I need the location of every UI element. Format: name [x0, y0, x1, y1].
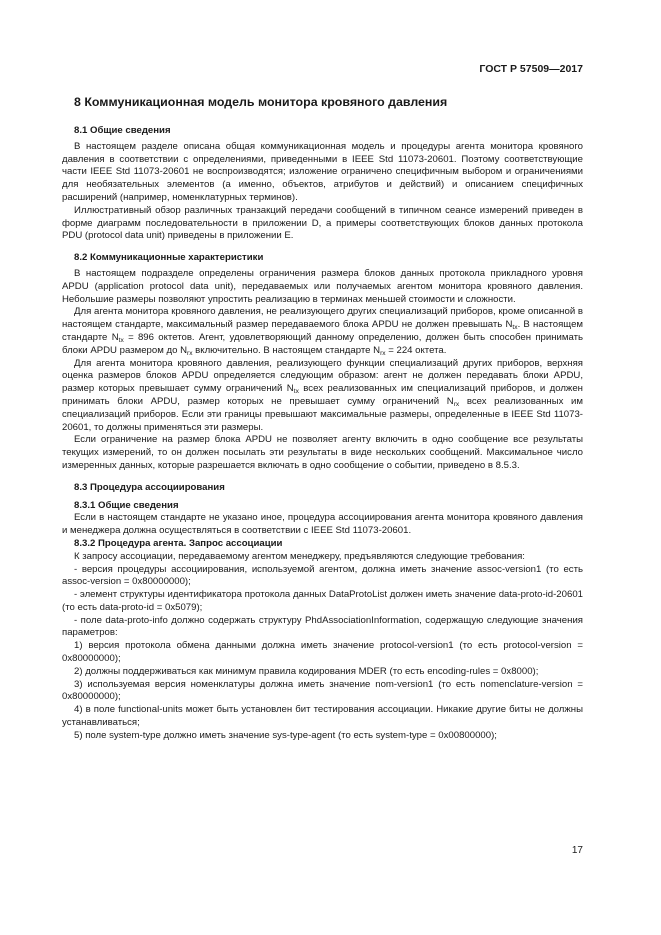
page-number: 17: [571, 845, 583, 856]
paragraph: Если ограничение на размер блока APDU не позволяет агенту включить в одно сообщение все результаты текущих измерений, то он должен посылать эти результаты в виде нескольких сообщений. Максимальное число измеренных данных, которые разрешается включать в одно сообщение о событии, приведено в 8.5.3.: [62, 434, 583, 471]
subscript: tx: [293, 388, 299, 396]
text-run: включительно. В настоящем стандарте N: [192, 344, 381, 356]
text-run: . В настоящем стандарте N: [62, 319, 583, 343]
text-run: = 896 октетов. Агент, удовлетворяющий данному определению, должен быть способен принимать блоки APDU размером до N: [62, 331, 583, 356]
list-item: - поле data-proto-info должно содержать структуру PhdAssociationInformation, содержащую следующие значения параметров:: [62, 614, 583, 639]
clause-title: 8.3.1 Общие сведения: [74, 499, 179, 511]
list-item: - версия процедуры ассоциирования, используемой агентом, должна иметь значение assoc-version1 (то есть assoc-version = 0x80000000);: [62, 563, 583, 588]
list-item: 1) версия протокола обмена данными должна иметь значение protocol-version1 (то есть protocol-version = 0x80000000);: [62, 640, 583, 665]
clause-title: 8.3.2 Процедура агента. Запрос ассоциации: [74, 537, 283, 549]
section-title: 8 Коммуникационная модель монитора кровяного давления: [74, 95, 448, 109]
list-item: 3) используемая версия номенклатуры должна иметь значение nom-version1 (то есть nomenclature-version = 0x80000000);: [62, 678, 583, 703]
paragraph: В настоящем разделе описана общая коммуникационная модель и процедуры агента монитора кровяного давления в соответствии с определениями, приведенными в IEEE Std 11073-20601. Поэтому соответствующие части IEEE Std 11073-20601 не воспроизводятся; изложение ограничено специфичным выбором и ограничениями для необязательных элементов (а именно, объектов, атрибутов и действий) и описанием специфичных расширений (например, номенклатурных терминов).: [62, 140, 583, 203]
paragraph: К запросу ассоциации, передаваемому агентом менеджеру, предъявляются следующие требования:: [74, 550, 525, 562]
paragraph: В настоящем подразделе определены ограничения размера блоков данных протокола прикладного уровня APDU (application protocol data unit), передаваемых или получаемых агентом монитора кровяного давления. Небольшие размеры позволяют упростить реализацию в терминах меньшей стоимости и сложности.: [62, 267, 583, 305]
subsection-title: 8.2 Коммуникационные характеристики: [74, 252, 264, 264]
list-item: 2) должны поддерживаться как минимум правила кодирования MDER (то есть encoding-rules = 0x8000);: [74, 665, 539, 677]
list-item: 4) в поле functional-units может быть установлен бит тестирования ассоциации. Никакие другие биты не должны устанавливаться;: [62, 704, 583, 729]
text-run: всех реализованных им специализаций приборов. Если эти границы превышают максимальные размеры, определенные в IEEE Std 11073-20601, то должны применяться эти размеры.: [62, 395, 583, 433]
subscript: rx: [453, 400, 460, 408]
list-item: 5) поле system-type должно иметь значение sys-type-agent (то есть system-type = 0x00800000);: [74, 729, 497, 741]
text-run: Для агента монитора кровяного давления, реализующего функции специализаций других приборов, верхняя оценка размеров блоков APDU определяется следующим образом: агент не должен передавать блоки APDU, размер которых превышает сумму ограничений N: [62, 357, 583, 395]
paragraph: [62, 358, 583, 435]
page-content: [62, 95, 583, 743]
paragraph: [62, 306, 583, 357]
paragraph: Иллюстративный обзор различных транзакций передачи сообщений в типичном сеансе измерений приведен в форме диаграмм последовательности в приложении D, а примеры соответствующих блоков данных протокола PDU (protocol data unit) приведены в приложении E.: [62, 204, 583, 242]
subsection-title: 8.1 Общие сведения: [74, 125, 171, 136]
text-run: всех реализованных им специализаций приборов, и должен принимать блоки APDU, размер которых не превышает сумму ограничений N: [62, 383, 583, 407]
subscript: rx: [187, 349, 193, 357]
document-code: ГОСТ Р 57509—2017: [479, 63, 583, 75]
subsection-title: 8.3 Процедура ассоциирования: [74, 481, 225, 493]
text-run: Для агента монитора кровяного давления, не реализующего других специализаций приборов, кроме описанной в настоящем стандарте, максимальный размер передаваемого блока APDU не должен превышать N: [62, 306, 583, 331]
subscript: tx: [512, 324, 518, 332]
list-item: - элемент структуры идентификатора протокола данных DataProtoList должен иметь значение data-proto-id-20601 (то есть data-proto-id = 0x5079);: [62, 589, 583, 613]
subscript: rx: [380, 349, 386, 357]
text-run: = 224 октета.: [385, 344, 447, 356]
subscript: tx: [118, 336, 124, 344]
paragraph: Если в настоящем стандарте не указано иное, процедура ассоциирования агента монитора кровяного давления и менеджера должна осуществляться в соответствии с IEEE Std 11073-20601.: [62, 512, 583, 537]
